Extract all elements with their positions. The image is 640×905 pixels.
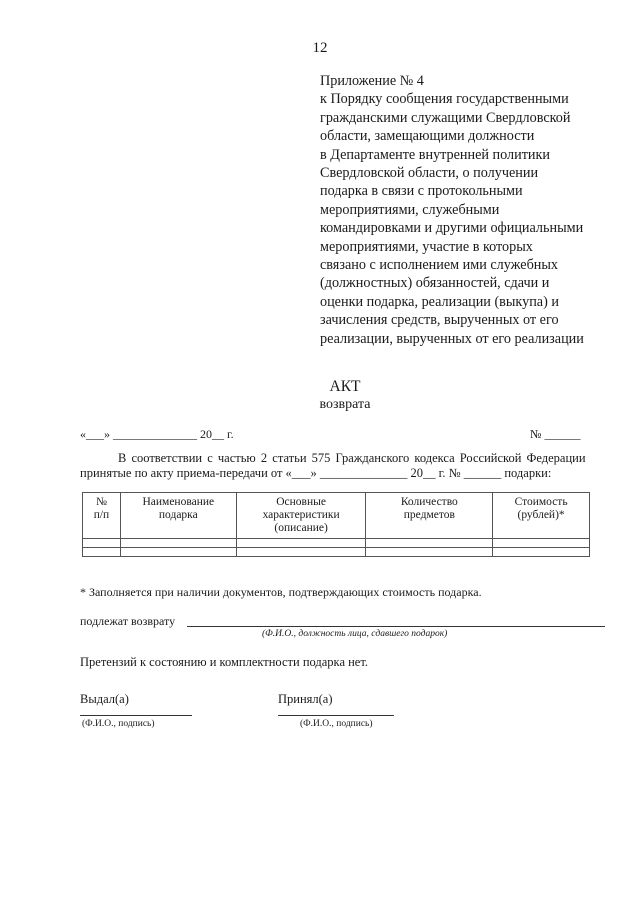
table-cell [366, 539, 493, 548]
appendix-line: связано с исполнением ими служебных [320, 257, 559, 274]
appendix-header [320, 72, 620, 348]
appendix-line: подарка в связи с протокольными [320, 183, 523, 200]
gifts-table [82, 492, 590, 557]
appendix-line: Приложение № 4 [320, 73, 424, 89]
act-number-line: № ______ [530, 427, 581, 441]
table-cell [236, 539, 366, 548]
column-header-cost: Стоимость (рублей)* [493, 493, 590, 539]
column-header-number: № п/п [83, 493, 121, 539]
act-subtitle: возврата [319, 397, 371, 412]
appendix-line: гражданскими служащими Свердловской [320, 109, 571, 126]
table-cell [83, 548, 121, 557]
issued-signature-caption: (Ф.И.О., подпись) [82, 719, 155, 729]
received-label: Принял(а) [278, 692, 333, 706]
appendix-line: реализации, вырученных от его реализации [320, 330, 584, 347]
table-cell [493, 539, 590, 548]
column-header-quantity: Количество предметов [366, 493, 493, 539]
return-fill-line [187, 626, 605, 627]
appendix-line: оценки подарка, реализации (выкупа) и [320, 293, 559, 310]
table-cell [493, 548, 590, 557]
appendix-line: мероприятиями, служебными [320, 201, 500, 218]
appendix-line: (должностных) обязанностей, сдачи и [320, 275, 550, 292]
table-row [83, 539, 590, 548]
table-cell [120, 548, 236, 557]
table-header-row [83, 493, 590, 539]
claims-statement: Претензий к состоянию и комплектности подарка нет. [80, 655, 369, 669]
return-label: подлежат возврату [80, 614, 176, 628]
issued-signature-line [80, 715, 192, 716]
table-row [83, 548, 590, 557]
appendix-line: мероприятиями, участие в которых [320, 238, 533, 255]
table-cell [236, 548, 366, 557]
act-date-line: «___» ______________ 20__ г. [80, 427, 234, 441]
appendix-line: командировками и другими официальными [320, 220, 584, 237]
appendix-line: в Департаменте внутренней политики [320, 146, 550, 163]
table-cell [366, 548, 493, 557]
column-header-gift-name: Наименование подарка [120, 493, 236, 539]
act-title: АКТ [329, 378, 361, 395]
received-signature-line [278, 715, 394, 716]
intro-text-line: принятые по акту приема-передачи от «___» ______________ 20__ г. № ______ подарки: [80, 466, 552, 480]
column-header-characteristics: Основные характеристики (описание) [236, 493, 366, 539]
table-cell [120, 539, 236, 548]
table-cell [83, 539, 121, 548]
appendix-line: к Порядку сообщения государственными [320, 91, 569, 108]
appendix-line: зачисления средств, вырученных от его [320, 312, 559, 329]
appendix-line: Свердловской области, о получении [320, 165, 539, 182]
intro-text-line: В соответствии с частью 2 статьи 575 Гражданского кодекса Российской Федерации [118, 451, 586, 465]
appendix-line: области, замещающими должности [320, 128, 535, 145]
return-caption: (Ф.И.О., должность лица, сдавшего подарок) [262, 629, 448, 639]
issued-label: Выдал(а) [80, 692, 129, 706]
received-signature-caption: (Ф.И.О., подпись) [300, 719, 373, 729]
page-number: 12 [312, 40, 328, 56]
cost-footnote: * Заполняется при наличии документов, подтверждающих стоимость подарка. [80, 585, 482, 599]
